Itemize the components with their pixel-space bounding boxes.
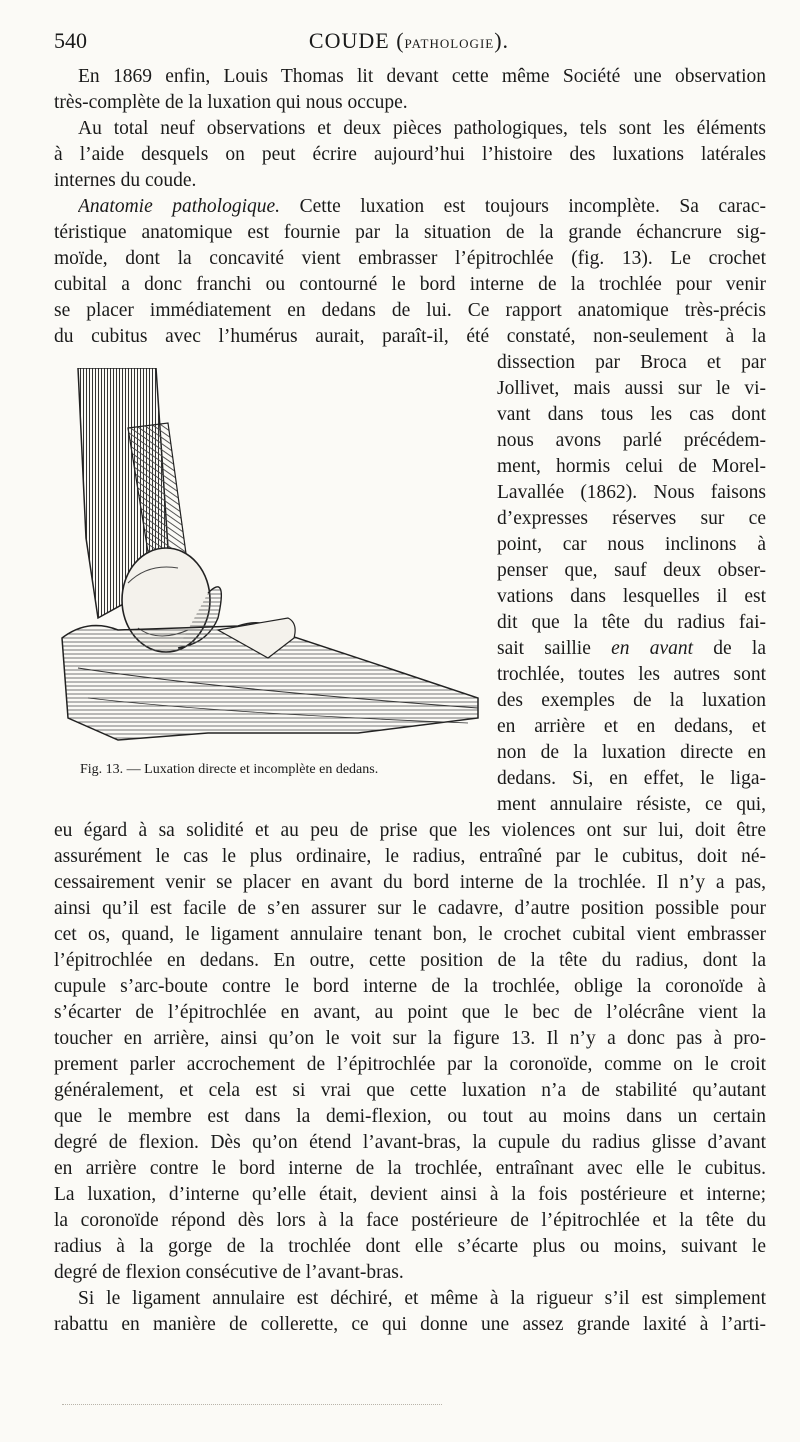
emphasis: en avant: [611, 638, 694, 659]
text-line: cessairement venir se placer en avant du bord interne de la trochlée. Il n’y a pas,: [54, 872, 766, 893]
text-line: téristique anatomique est fournie par la situation de la grande échancrure sig-: [54, 222, 766, 243]
text-line: des exemples de la luxation: [497, 690, 766, 711]
text-line: cupule s’arc-boute contre le bord interne de la trochlée, oblige la coronoïde à: [54, 976, 766, 997]
text-line: Au total neuf observations et deux pièces pathologiques, tels sont les éléments: [78, 118, 766, 139]
text-line: ment annulaire résiste, ce qui,: [497, 794, 766, 815]
text-line: l’épitrochlée en dedans. En outre, cette position de la tête du radius, dont la: [54, 950, 766, 971]
text-line: que le membre est dans la demi-flexion, ou tout au moins dans un certain: [54, 1106, 766, 1127]
text-line: nous avons parlé précédem-: [497, 430, 766, 451]
text-line: internes du coude.: [54, 170, 197, 191]
text-line: moïde, dont la concavité vient embrasser l’épitrochlée (fig. 13). Le crochet: [54, 248, 766, 269]
text-line: prement parler accrochement de l’épitrochlée par la coronoïde, comme on le croit: [54, 1054, 766, 1075]
text-line: dissection par Broca et par: [497, 352, 766, 373]
text-line: s’écarter de l’épitrochlée en avant, au point que le bec de l’olécrâne vient la: [54, 1002, 766, 1023]
text-line: vations dans lesquelles il est: [497, 586, 766, 607]
text-line: Anatomie pathologique. Cette luxation est toujours incomplète. Sa carac-: [78, 196, 766, 217]
text-line: cubital a donc franchi ou contourné le bord interne de la trochlée pour venir: [54, 274, 766, 295]
text-line: eu égard à sa solidité et au peu de prise que les violences ont sur lui, doit être: [54, 820, 766, 841]
text-line: ment, hormis celui de Morel-: [497, 456, 766, 477]
text-line: dit que la tête du radius fai-: [497, 612, 766, 633]
text-line: vant dans tous les cas dont: [497, 404, 766, 425]
text-line: très-complète de la luxation qui nous occupe.: [54, 92, 408, 113]
text-line: degré de flexion. Dès qu’on étend l’avant-bras, la cupule du radius glisse d’avant: [54, 1132, 766, 1153]
text-line: rabattu en manière de collerette, ce qui donne une assez grande laxité à l’arti-: [54, 1314, 766, 1335]
figure-caption: Fig. 13. — Luxation directe et incomplète en dedans.: [80, 762, 379, 777]
text-line: Lavallée (1862). Nous faisons: [497, 482, 766, 503]
text-line: Jollivet, mais aussi sur le vi-: [497, 378, 766, 399]
text-line: non de la luxation directe en: [497, 742, 766, 763]
text-line: radius à la gorge de la trochlée dont elle s’écarte plus ou moins, suivant le: [54, 1236, 766, 1257]
text-line: trochlée, toutes les autres sont: [497, 664, 766, 685]
text-line: Si le ligament annulaire est déchiré, et même à la rigueur s’il est simplement: [78, 1288, 766, 1309]
bottom-rule: [62, 1404, 442, 1405]
section-heading: Anatomie pathologique.: [78, 196, 281, 217]
elbow-luxation-illustration: [58, 368, 484, 758]
text-line: la coronoïde répond dès lors à la face postérieure de l’épitrochlée et la tête du: [54, 1210, 766, 1231]
text-line: cet os, quand, le ligament annulaire tenant bon, le crochet cubital vient embrasser: [54, 924, 766, 945]
text-line: d’expresses réserves sur ce: [497, 508, 766, 529]
text-line: dedans. Si, en effet, le liga-: [497, 768, 766, 789]
text-line: La luxation, d’interne qu’elle était, devient ainsi à la fois postérieure et interne;: [54, 1184, 766, 1205]
text-line: point, car nous inclinons à: [497, 534, 766, 555]
text-line: se placer immédiatement en dedans de lui. Ce rapport anatomique très-précis: [54, 300, 766, 321]
text-line: degré de flexion consécutive de l’avant-bras.: [54, 1262, 404, 1283]
text-line: en arrière et en dedans, et: [497, 716, 766, 737]
page-number: 540: [54, 28, 87, 53]
text-line: généralement, et cela est si vrai que cette luxation n’a de stabilité qu’autant: [54, 1080, 766, 1101]
text-line: En 1869 enfin, Louis Thomas lit devant cette même Société une observation: [78, 66, 766, 87]
text-line: penser que, sauf deux obser-: [497, 560, 766, 581]
text-line: du cubitus avec l’humérus aurait, paraît-il, été constaté, non-seulement à la: [54, 326, 766, 347]
text-line: assurément le cas le plus ordinaire, le radius, entraîné par le cubitus, doit né-: [54, 846, 766, 867]
page-header: [54, 28, 764, 60]
text-line: à l’aide desquels on peut écrire aujourd’hui l’histoire des luxations latérales: [54, 144, 766, 165]
text-line: toucher en arrière, ainsi qu’on le voit sur la figure 13. Il n’y a donc pas à pro-: [54, 1028, 766, 1049]
running-title: COUDE (PATHOLOGIE).: [308, 28, 510, 53]
text-line: en arrière contre le bord interne de la trochlée, entraînant avec elle le cubitus.: [54, 1158, 766, 1179]
text-line: sait saillie en avant de la: [497, 638, 766, 659]
text-line: ainsi qu’il est facile de s’en assurer sur le cadavre, d’autre position possible pour: [54, 898, 766, 919]
